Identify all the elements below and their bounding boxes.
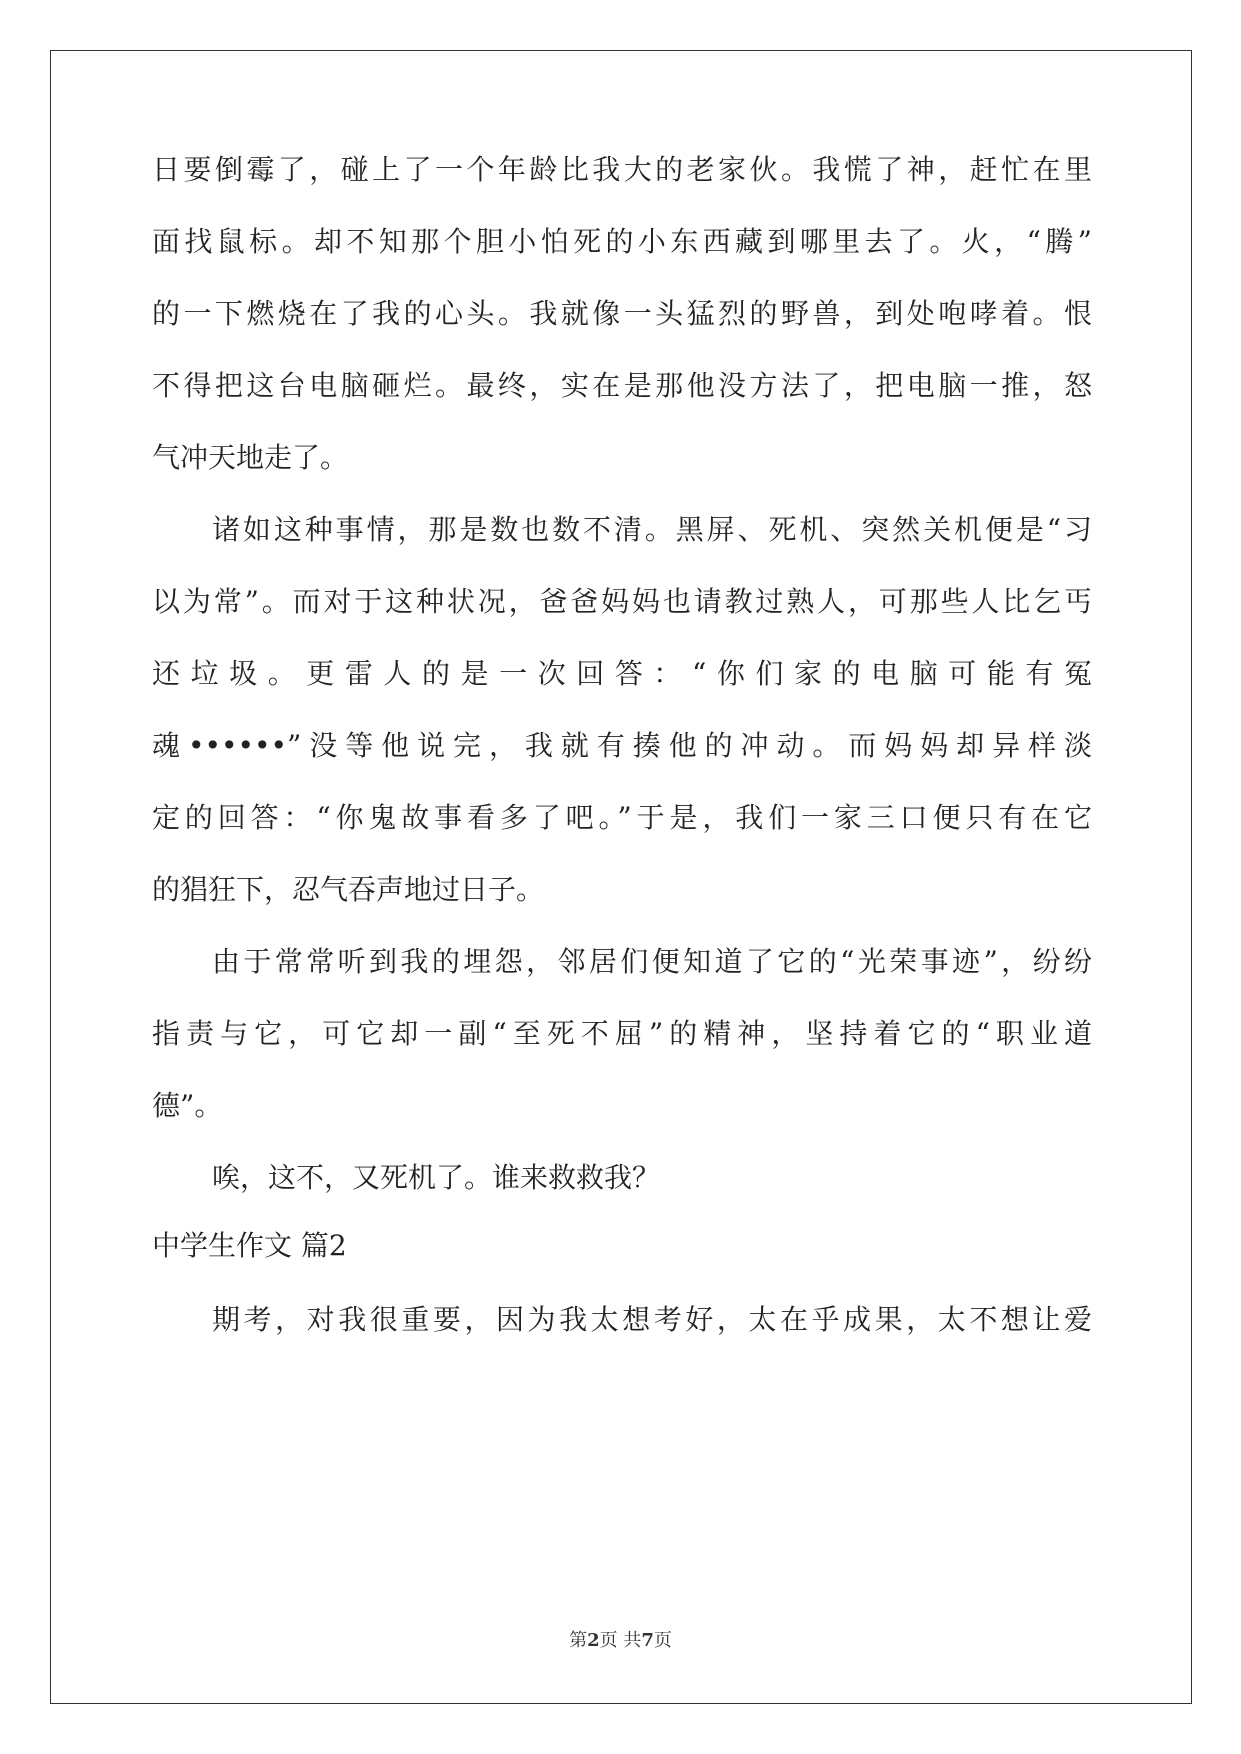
text-line: 唉，这不，又死机了。谁来救救我？ [212, 1161, 661, 1194]
text-line: 德”。 [152, 1089, 223, 1122]
text-line: 不得把这台电脑砸烂。最终，实在是那他没方法了，把电脑一推，怒 [152, 369, 1092, 402]
text-line: 诸如这种事情，那是数也数不清。黑屏、死机、突然关机便是“习 [212, 513, 1092, 546]
section-heading: 中学生作文 篇2 [152, 1229, 347, 1262]
text-line: 魂••••••”没等他说完，我就有揍他的冲动。而妈妈却异样淡 [152, 729, 1092, 762]
text-line: 的一下燃烧在了我的心头。我就像一头猛烈的野兽，到处咆哮着。恨 [152, 297, 1092, 330]
page-mid: 页 共 [599, 1630, 642, 1651]
text-line: 日要倒霉了，碰上了一个年龄比我大的老家伙。我慌了神，赶忙在里 [152, 153, 1092, 186]
page-number: 2 [587, 1630, 600, 1651]
text-line: 面找鼠标。却不知那个胆小怕死的小东西藏到哪里去了。火，“腾” [152, 225, 1092, 258]
text-line: 定的回答：“你鬼故事看多了吧。”于是，我们一家三口便只有在它 [152, 801, 1092, 834]
text-line: 的猖狂下，忍气吞声地过日子。 [152, 873, 545, 906]
text-line: 还垃圾。更雷人的是一次回答：“你们家的电脑可能有冤 [152, 657, 1092, 690]
page-total: 7 [641, 1630, 654, 1651]
text-line: 指责与它，可它却一副“至死不屈”的精神，坚持着它的“职业道 [152, 1017, 1092, 1050]
page-indicator [0, 1626, 1241, 1652]
text-line: 以为常”。而对于这种状况，爸爸妈妈也请教过熟人，可那些人比乞丐 [152, 585, 1092, 618]
page-suffix: 页 [653, 1630, 672, 1651]
text-line: 期考，对我很重要，因为我太想考好，太在乎成果，太不想让爱 [212, 1303, 1092, 1336]
text-line: 由于常常听到我的埋怨，邻居们便知道了它的“光荣事迹”，纷纷 [212, 945, 1092, 978]
text-line: 气冲天地走了。 [152, 441, 349, 474]
page-prefix: 第 [569, 1630, 588, 1651]
